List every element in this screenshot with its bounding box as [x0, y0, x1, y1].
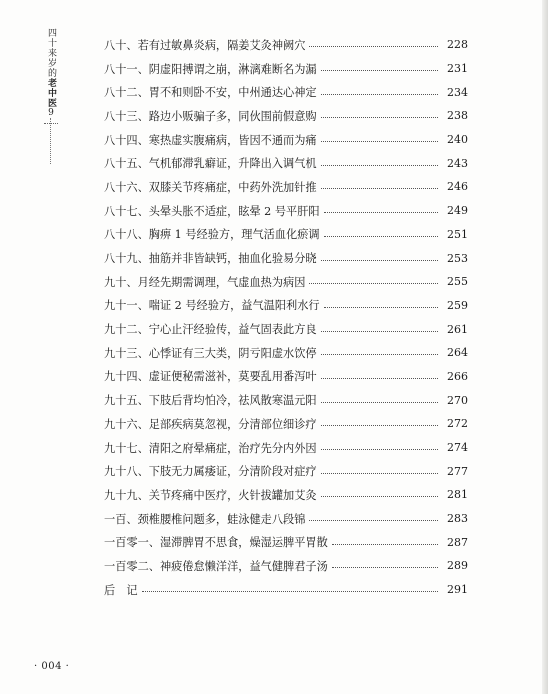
toc-entry-title: 九十、月经先期需调理，气虚血热为病因 [104, 275, 306, 289]
dot-leader [321, 496, 438, 497]
toc-entry[interactable] [104, 554, 468, 578]
dot-leader [332, 567, 438, 568]
title-char: 9 [46, 108, 56, 119]
dot-leader [321, 94, 438, 95]
toc-entry-title: 八十九、抽筋并非皆缺钙，抽血化验易分晓 [104, 252, 317, 266]
toc-entry[interactable] [104, 507, 468, 531]
toc-entry-page: 228 [447, 38, 468, 52]
toc-entry-title: 九十八、下肢无力属痿证，分清阶段对症疗 [104, 465, 317, 479]
toc-entry-title: 八十四、寒热虚实腹痛病，皆因不通而为痛 [104, 133, 317, 147]
toc-entry-title: 九十一、喘证 2 号经验方，益气温阳利水行 [104, 299, 320, 313]
toc-entry-title: 九十五、下肢后背均怕冷，祛风散寒温元阳 [104, 394, 317, 408]
toc-entry[interactable] [104, 436, 468, 460]
toc-entry-page: 240 [447, 133, 468, 147]
dot-leader [321, 117, 438, 118]
toc-entry-title: 一百、颈椎腰椎问题多，蛙泳健走八段锦 [104, 512, 306, 526]
dot-leader [309, 283, 438, 284]
toc-entry-page: 270 [447, 393, 468, 407]
toc-entry-title: 八十、若有过敏鼻炎病，隔姜艾灸神阙穴 [104, 38, 306, 52]
toc-entry-page: 289 [447, 559, 468, 573]
dot-leader [309, 520, 438, 521]
toc-entry-page: 291 [447, 583, 468, 597]
toc-entry-title: 八十八、胸痹 1 号经验方，理气活血化瘀调 [104, 228, 320, 242]
toc-entry-title: 一百零二、神疲倦怠懒洋洋，益气健脾君子汤 [104, 559, 328, 573]
toc-entry[interactable] [104, 483, 468, 507]
toc-entry[interactable] [104, 80, 468, 104]
toc-entry-page: 246 [447, 180, 468, 194]
toc-entry-title: 八十七、头晕头胀不适症，眩晕 2 号平肝阳 [104, 204, 320, 218]
toc-entry-page: 266 [447, 369, 468, 383]
dot-leader [324, 236, 438, 237]
toc-entry-title: 一百零一、湿滞脾胃不思食，燥湿运脾平胃散 [104, 536, 328, 550]
toc-entry-page: 274 [447, 441, 468, 455]
toc-entry-title: 八十二、胃不和则卧不安，中州通达心神定 [104, 86, 317, 100]
dot-leader [321, 402, 438, 403]
toc-entry-page: 249 [447, 204, 468, 218]
dot-leader [332, 544, 438, 545]
toc-entry[interactable] [104, 459, 468, 483]
toc-entry[interactable] [104, 246, 468, 270]
dot-leader [321, 473, 438, 474]
running-title-text [45, 28, 57, 119]
toc-entry[interactable] [104, 175, 468, 199]
page-number: · 004 · [34, 661, 70, 672]
toc-entry[interactable] [104, 151, 468, 175]
dot-leader [324, 212, 438, 213]
toc-entry-title: 八十一、阴虚阳搏谓之崩，淋漓难断名为漏 [104, 62, 317, 76]
title-char: 的 [46, 68, 56, 78]
dot-leader [321, 425, 438, 426]
toc-entry-page: 255 [447, 275, 468, 289]
toc-entry-title: 九十六、足部疾病莫忽视，分清部位细诊疗 [104, 417, 317, 431]
toc-entry[interactable] [104, 199, 468, 223]
title-char: 十 [46, 38, 56, 48]
running-book-title [44, 28, 58, 124]
dot-leader [321, 378, 438, 379]
toc-entry[interactable] [104, 57, 468, 81]
toc-entry[interactable] [104, 33, 468, 57]
toc-entry-page: 238 [447, 109, 468, 123]
toc-entry-page: 251 [447, 227, 468, 241]
toc-entry-page: 264 [447, 346, 468, 360]
title-char: 中 [46, 88, 56, 98]
toc-entry-page: 281 [447, 488, 468, 502]
toc-entry-title: 八十五、气机郁滞乳癖证，升降出入调气机 [104, 157, 317, 171]
toc-entry[interactable] [104, 578, 468, 602]
toc-entry[interactable] [104, 530, 468, 554]
toc-entry-title: 九十三、心悸证有三大类，阴亏阳虚水饮停 [104, 346, 317, 360]
title-char: 来 [46, 48, 56, 58]
toc-entry[interactable] [104, 341, 468, 365]
toc-entry[interactable] [104, 104, 468, 128]
toc-entry[interactable] [104, 317, 468, 341]
toc-entry-page: 277 [447, 464, 468, 478]
toc-entry-title: 八十三、路边小贩骗子多，同伙围前假意购 [104, 109, 317, 123]
toc-entry-page: 283 [447, 512, 468, 526]
toc-entry-title: 八十六、双膝关节疼痛症，中药外洗加针推 [104, 180, 317, 194]
toc-entry[interactable] [104, 223, 468, 247]
dot-leader [309, 46, 438, 47]
toc-entry[interactable] [104, 412, 468, 436]
toc-entry-title: 九十二、宁心止汗经验传，益气固表此方良 [104, 323, 317, 337]
dot-leader [321, 165, 438, 166]
toc-entry-page: 259 [447, 298, 468, 312]
toc-entry-page: 287 [447, 535, 468, 549]
title-char: 医 [46, 98, 56, 108]
toc-entry-page: 243 [447, 156, 468, 170]
toc-entry-title: 九十九、关节疼痛中医疗，火针拔罐加艾灸 [104, 488, 317, 502]
dot-leader [321, 331, 438, 332]
toc-entry[interactable] [104, 365, 468, 389]
toc-entry[interactable] [104, 294, 468, 318]
dot-leader [321, 70, 438, 71]
title-char: 四 [46, 28, 56, 38]
title-char: 岁 [46, 58, 56, 68]
toc-entry-title: 九十四、虚证便秘需滋补，莫要乱用番泻叶 [104, 370, 317, 384]
table-of-contents [104, 33, 468, 602]
dot-leader [321, 141, 438, 142]
dot-leader [321, 260, 438, 261]
dot-leader [324, 307, 438, 308]
toc-entry[interactable] [104, 270, 468, 294]
toc-entry-title: 九十七、清阳之府晕痛症，治疗先分内外因 [104, 441, 317, 455]
dot-leader [321, 188, 438, 189]
toc-entry-page: 231 [447, 62, 468, 76]
toc-entry-page: 261 [447, 322, 468, 336]
toc-entry-page: 253 [447, 251, 468, 265]
side-dotted-rule [50, 118, 51, 164]
title-char: 老 [46, 78, 56, 88]
page-edge-shadow [542, 0, 548, 694]
dot-leader [321, 354, 438, 355]
toc-entry-title: 后 记 [104, 583, 138, 597]
toc-entry[interactable] [104, 128, 468, 152]
dot-leader [321, 449, 438, 450]
toc-entry[interactable] [104, 388, 468, 412]
dot-leader [142, 591, 438, 592]
toc-entry-page: 234 [447, 85, 468, 99]
toc-entry-page: 272 [447, 417, 468, 431]
